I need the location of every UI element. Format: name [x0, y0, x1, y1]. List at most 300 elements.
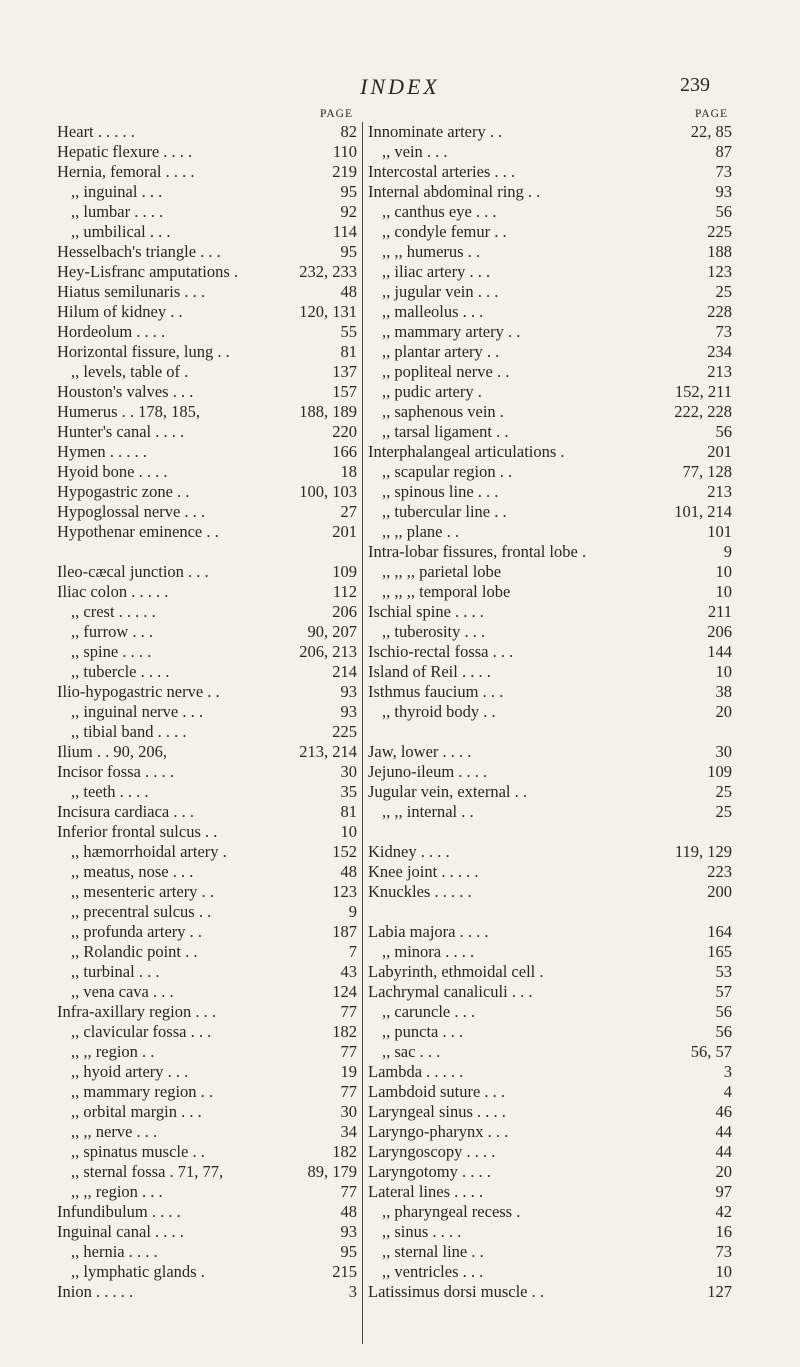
- index-entry-term: Knuckles . . . . .: [368, 882, 472, 901]
- index-entry-term: Laryngotomy . . . .: [368, 1162, 491, 1181]
- index-entry: [57, 142, 357, 162]
- index-entry: [368, 182, 732, 202]
- index-entry-term: Humerus . . 178, 185,: [57, 402, 200, 421]
- index-entry-page: 10: [715, 1262, 732, 1281]
- index-entry-term: Hymen . . . . .: [57, 442, 147, 461]
- index-entry: [57, 182, 357, 202]
- index-entry: [57, 702, 357, 722]
- index-entry-term: ,, profunda artery . .: [71, 922, 203, 941]
- index-entry-page: 90, 207: [307, 622, 357, 641]
- index-entry-page: 7: [348, 942, 357, 961]
- index-entry: [57, 1022, 357, 1042]
- index-entry-page: 4: [723, 1082, 732, 1101]
- index-entry-page: 157: [332, 382, 357, 401]
- index-entry-page: 87: [715, 142, 732, 161]
- index-entry-page: 73: [715, 162, 732, 181]
- index-entry-page: 166: [332, 442, 357, 461]
- index-entry-page: 101, 214: [674, 502, 732, 521]
- index-entry: [368, 1002, 732, 1022]
- index-entry-page: 55: [340, 322, 357, 341]
- index-entry-term: Inferior frontal sulcus . .: [57, 822, 218, 841]
- index-column-left: [57, 106, 357, 1302]
- index-entry: [57, 802, 357, 822]
- index-entry-term: ,, jugular vein . . .: [382, 282, 499, 301]
- index-entry-page: 25: [715, 802, 732, 821]
- index-entry-term: ,, orbital margin . . .: [71, 1102, 202, 1121]
- index-entry-page: 22, 85: [690, 122, 732, 141]
- index-entry: [368, 1282, 732, 1302]
- index-entry-page: 77: [340, 1082, 357, 1101]
- index-entry-term: Ilium . . 90, 206,: [57, 742, 167, 761]
- index-entry-term: ,, sternal line . .: [382, 1242, 484, 1261]
- index-entry-page: 101: [707, 522, 732, 541]
- index-entry-page: 213: [707, 362, 732, 381]
- index-entry-term: Knee joint . . . . .: [368, 862, 479, 881]
- index-entry: [57, 1062, 357, 1082]
- index-entry-page: 34: [340, 1122, 357, 1141]
- index-entry: [368, 422, 732, 442]
- index-entry: [57, 642, 357, 662]
- index-entry-page: 109: [707, 762, 732, 781]
- index-column-right: [368, 106, 732, 1302]
- index-entry-term: ,, ,, internal . .: [382, 802, 474, 821]
- column-divider: [362, 122, 363, 1344]
- index-entry: [57, 282, 357, 302]
- index-entry: [57, 662, 357, 682]
- index-entry: [368, 882, 732, 902]
- index-entry: [57, 562, 357, 582]
- index-entry-term: Jugular vein, external . .: [368, 782, 527, 801]
- index-entry: [57, 782, 357, 802]
- index-entry-term: ,, popliteal nerve . .: [382, 362, 510, 381]
- index-entry: [57, 582, 357, 602]
- index-entry-term: Ilio-hypogastric nerve . .: [57, 682, 220, 701]
- index-entry: [368, 282, 732, 302]
- index-entry-term: Ischio-rectal fossa . . .: [368, 642, 514, 661]
- index-entry-term: Ischial spine . . . .: [368, 602, 484, 621]
- index-entry-term: ,, iliac artery . . .: [382, 262, 491, 281]
- index-entry-term: Island of Reil . . . .: [368, 662, 491, 681]
- index-entry: [368, 222, 732, 242]
- index-entry: [368, 682, 732, 702]
- index-entry-term: Hyoid bone . . . .: [57, 462, 168, 481]
- index-entry-page: 30: [715, 742, 732, 761]
- index-entry-term: Interphalangeal articulations .: [368, 442, 565, 461]
- index-entry-page: 56: [715, 1002, 732, 1021]
- index-entry: [57, 622, 357, 642]
- index-entry: [368, 122, 732, 142]
- index-entry: [368, 1262, 732, 1282]
- index-entry: [368, 962, 732, 982]
- index-entry-page: 48: [340, 1202, 357, 1221]
- index-entry-term: ,, ventricles . . .: [382, 1262, 484, 1281]
- index-entry-page: 30: [340, 1102, 357, 1121]
- index-entry-page: 127: [707, 1282, 732, 1301]
- index-entry-page: 164: [707, 922, 732, 941]
- index-entry-term: ,, ,, ,, parietal lobe: [382, 562, 502, 581]
- index-entry: [57, 602, 357, 622]
- index-entry-term: ,, thyroid body . .: [382, 702, 496, 721]
- index-entry-term: ,, ,, nerve . . .: [71, 1122, 158, 1141]
- index-entry: [57, 762, 357, 782]
- index-entry: [57, 1242, 357, 1262]
- index-entry: [368, 202, 732, 222]
- index-entry-term: ,, hæmorrhoidal artery .: [71, 842, 227, 861]
- index-entry-term: Hypothenar eminence . .: [57, 522, 219, 541]
- index-entry-page: 144: [707, 642, 732, 661]
- index-entry-term: Incisura cardiaca . . .: [57, 802, 194, 821]
- index-entry-term: ,, tibial band . . . .: [71, 722, 187, 741]
- index-entry-term: Lambdoid suture . . .: [368, 1082, 506, 1101]
- index-entry: [368, 382, 732, 402]
- index-entry-term: ,, lumbar . . . .: [71, 202, 164, 221]
- index-entry-page: 120, 131: [299, 302, 357, 321]
- index-entry-term: Laryngeal sinus . . . .: [368, 1102, 506, 1121]
- index-entry-page: 225: [332, 722, 357, 741]
- index-entry-page: 214: [332, 662, 357, 681]
- index-entry-term: ,, pudic artery .: [382, 382, 482, 401]
- index-entry: [57, 122, 357, 142]
- index-entry-term: ,, mammary artery . .: [382, 322, 521, 341]
- index-entry-term: ,, Rolandic point . .: [71, 942, 198, 961]
- index-entry-page: 42: [715, 1202, 732, 1221]
- index-entry-page: 95: [340, 242, 357, 261]
- index-entry-term: Heart . . . . .: [57, 122, 135, 141]
- index-entry-page: 19: [340, 1062, 357, 1081]
- index-entry: [368, 542, 732, 562]
- index-entry-page: 109: [332, 562, 357, 581]
- index-entry: [368, 1162, 732, 1182]
- index-entry-page: 232, 233: [299, 262, 357, 281]
- index-entry-term: Hordeolum . . . .: [57, 322, 166, 341]
- index-entry-page: 213, 214: [299, 742, 357, 761]
- index-entry-term: ,, turbinal . . .: [71, 962, 160, 981]
- index-entry-term: ,, vena cava . . .: [71, 982, 174, 1001]
- index-entry: [57, 222, 357, 242]
- index-entry-page: 213: [707, 482, 732, 501]
- index-entry: [57, 162, 357, 182]
- index-entry-term: ,, ,, region . . .: [71, 1182, 163, 1201]
- index-entry: [368, 1042, 732, 1062]
- index-entry-page: 81: [340, 802, 357, 821]
- index-entry-page: 123: [707, 262, 732, 281]
- index-entry-page: 119, 129: [674, 842, 732, 861]
- index-entry: [368, 302, 732, 322]
- index-entry-page: 220: [332, 422, 357, 441]
- index-entry-term: Internal abdominal ring . .: [368, 182, 541, 201]
- index-entry-term: ,, tubercular line . .: [382, 502, 507, 521]
- index-entry-term: Inguinal canal . . . .: [57, 1222, 184, 1241]
- index-entry-term: ,, plantar artery . .: [382, 342, 500, 361]
- index-entry-page: 77: [340, 1182, 357, 1201]
- index-entry-term: Incisor fossa . . . .: [57, 762, 174, 781]
- index-entry-page: 27: [340, 502, 357, 521]
- index-entry-page: 20: [715, 1162, 732, 1181]
- index-entry: [368, 402, 732, 422]
- index-entry: [57, 262, 357, 282]
- index-entry-term: ,, inguinal . . .: [71, 182, 163, 201]
- index-entry-term: Labyrinth, ethmoidal cell .: [368, 962, 544, 981]
- index-entry: [368, 942, 732, 962]
- index-entry-term: Houston's valves . . .: [57, 382, 194, 401]
- index-entry-term: ,, tarsal ligament . .: [382, 422, 509, 441]
- index-entry-page: 114: [332, 222, 357, 241]
- index-entry-term: ,, minora . . . .: [382, 942, 475, 961]
- index-entry: [368, 462, 732, 482]
- index-entry-term: Innominate artery . .: [368, 122, 503, 141]
- index-entry-term: ,, pharyngeal recess .: [382, 1202, 521, 1221]
- index-entry-page: 182: [332, 1142, 357, 1161]
- index-entry-page: 56: [715, 1022, 732, 1041]
- index-entry-page: 222, 228: [674, 402, 732, 421]
- index-entry-page: 56, 57: [690, 1042, 732, 1061]
- index-entry: [368, 762, 732, 782]
- index-entry: [57, 1202, 357, 1222]
- index-entry: [57, 1142, 357, 1162]
- index-entry-term: ,, sinus . . . .: [382, 1222, 462, 1241]
- index-entry: [57, 942, 357, 962]
- index-entry-term: Intercostal arteries . . .: [368, 162, 516, 181]
- index-entry-term: ,, malleolus . . .: [382, 302, 484, 321]
- index-entry-page: 10: [715, 582, 732, 601]
- index-entry-page: 93: [340, 1222, 357, 1241]
- index-entry-page: 10: [715, 562, 732, 581]
- index-entry-page: 201: [707, 442, 732, 461]
- section-gap: [368, 722, 732, 742]
- index-entry-term: ,, tuberosity . . .: [382, 622, 486, 641]
- index-entry: [57, 842, 357, 862]
- index-entry-page: 152, 211: [674, 382, 732, 401]
- index-entry: [57, 502, 357, 522]
- index-entry-term: ,, condyle femur . .: [382, 222, 507, 241]
- index-entry-page: 48: [340, 282, 357, 301]
- page-column-label: PAGE: [695, 108, 728, 120]
- index-entry-page: 3: [723, 1062, 732, 1081]
- index-entry-term: ,, caruncle . . .: [382, 1002, 475, 1021]
- index-entry-page: 18: [340, 462, 357, 481]
- index-entry: [57, 422, 357, 442]
- index-entry-term: Hernia, femoral . . . .: [57, 162, 195, 181]
- index-entry: [57, 1122, 357, 1142]
- index-entry-term: Hypoglossal nerve . . .: [57, 502, 206, 521]
- index-entry-page: 123: [332, 882, 357, 901]
- index-entry: [57, 1222, 357, 1242]
- index-entry: [368, 622, 732, 642]
- index-entry-page: 92: [340, 202, 357, 221]
- index-entry-term: ,, spine . . . .: [71, 642, 152, 661]
- index-entry-page: 56: [715, 202, 732, 221]
- index-entry: [57, 382, 357, 402]
- index-entry: [368, 1222, 732, 1242]
- index-entry: [368, 342, 732, 362]
- index-entry-page: 219: [332, 162, 357, 181]
- index-entry: [57, 1282, 357, 1302]
- index-entry-list: [368, 122, 732, 1302]
- index-entry-term: ,, lymphatic glands .: [71, 1262, 205, 1281]
- index-entry-page: 81: [340, 342, 357, 361]
- index-entry: [368, 322, 732, 342]
- index-entry-term: ,, saphenous vein .: [382, 402, 504, 421]
- index-entry: [57, 482, 357, 502]
- index-entry-page: 73: [715, 1242, 732, 1261]
- index-entry: [368, 242, 732, 262]
- index-entry-page: 188: [707, 242, 732, 261]
- index-entry-page: 9: [348, 902, 357, 921]
- index-entry: [368, 782, 732, 802]
- index-entry-page: 46: [715, 1102, 732, 1121]
- index-entry-page: 137: [332, 362, 357, 381]
- index-entry-page: 152: [332, 842, 357, 861]
- index-entry-term: ,, mesenteric artery . .: [71, 882, 214, 901]
- index-entry-term: ,, precentral sulcus . .: [71, 902, 212, 921]
- index-entry-term: ,, ,, humerus . .: [382, 242, 481, 261]
- index-entry: [57, 202, 357, 222]
- index-entry: [368, 662, 732, 682]
- index-entry: [57, 722, 357, 742]
- index-entry-page: 43: [340, 962, 357, 981]
- index-entry: [368, 642, 732, 662]
- index-entry: [368, 442, 732, 462]
- index-entry: [368, 922, 732, 942]
- index-entry-page: 77, 128: [682, 462, 732, 481]
- index-entry-page: 95: [340, 1242, 357, 1261]
- index-entry: [57, 362, 357, 382]
- index-entry-term: Hepatic flexure . . . .: [57, 142, 193, 161]
- index-entry-term: Intra-lobar fissures, frontal lobe .: [368, 542, 587, 561]
- index-entry-term: ,, furrow . . .: [71, 622, 154, 641]
- index-entry: [57, 242, 357, 262]
- index-entry-term: ,, vein . . .: [382, 142, 448, 161]
- index-entry-term: Kidney . . . .: [368, 842, 450, 861]
- index-entry-term: Lachrymal canaliculi . . .: [368, 982, 533, 1001]
- index-entry-page: 93: [340, 702, 357, 721]
- index-entry: [57, 1102, 357, 1122]
- index-entry: [368, 1102, 732, 1122]
- index-entry-page: 93: [715, 182, 732, 201]
- index-entry-term: ,, teeth . . . .: [71, 782, 149, 801]
- index-entry-list: [57, 122, 357, 1302]
- index-entry-term: ,, sac . . .: [382, 1042, 441, 1061]
- index-entry: [368, 1122, 732, 1142]
- index-entry: [368, 142, 732, 162]
- index-entry-term: ,, spinatus muscle . .: [71, 1142, 205, 1161]
- index-entry: [368, 362, 732, 382]
- index-entry: [368, 522, 732, 542]
- index-entry-page: 16: [715, 1222, 732, 1241]
- index-entry: [368, 602, 732, 622]
- index-entry-page: 110: [332, 142, 357, 161]
- index-entry-term: ,, tubercle . . . .: [71, 662, 170, 681]
- index-entry-page: 206: [707, 622, 732, 641]
- index-entry-page: 95: [340, 182, 357, 201]
- index-entry-page: 48: [340, 862, 357, 881]
- index-entry-page: 200: [707, 882, 732, 901]
- index-entry-page: 25: [715, 782, 732, 801]
- index-entry-page: 234: [707, 342, 732, 361]
- index-entry-term: Jaw, lower . . . .: [368, 742, 472, 761]
- index-entry-page: 56: [715, 422, 732, 441]
- index-entry: [368, 162, 732, 182]
- index-entry: [57, 682, 357, 702]
- index-entry-page: 206, 213: [299, 642, 357, 661]
- index-entry-page: 165: [707, 942, 732, 961]
- index-entry: [368, 1022, 732, 1042]
- index-entry-term: ,, meatus, nose . . .: [71, 862, 194, 881]
- index-entry: [57, 862, 357, 882]
- index-entry-page: 215: [332, 1262, 357, 1281]
- index-entry-page: 82: [340, 122, 357, 141]
- index-entry: [368, 502, 732, 522]
- index-entry: [368, 562, 732, 582]
- index-entry-term: ,, ,, region . .: [71, 1042, 155, 1061]
- index-entry: [368, 982, 732, 1002]
- index-entry-page: 44: [715, 1122, 732, 1141]
- index-entry: [57, 922, 357, 942]
- index-entry-term: Hesselbach's triangle . . .: [57, 242, 221, 261]
- index-entry: [368, 702, 732, 722]
- index-entry-page: 187: [332, 922, 357, 941]
- index-entry-page: 3: [348, 1282, 357, 1301]
- index-entry: [368, 1062, 732, 1082]
- index-entry: [57, 522, 357, 542]
- index-entry: [57, 962, 357, 982]
- index-entry: [57, 342, 357, 362]
- index-entry-page: 10: [340, 822, 357, 841]
- index-entry-term: ,, levels, table of .: [71, 362, 189, 381]
- index-entry-page: 35: [340, 782, 357, 801]
- index-entry-term: ,, scapular region . .: [382, 462, 513, 481]
- index-entry-term: Lambda . . . . .: [368, 1062, 464, 1081]
- index-entry-page: 30: [340, 762, 357, 781]
- index-entry-term: ,, hyoid artery . . .: [71, 1062, 189, 1081]
- index-entry: [57, 402, 357, 422]
- index-entry-page: 38: [715, 682, 732, 701]
- index-entry-term: ,, sternal fossa . 71, 77,: [71, 1162, 224, 1181]
- section-gap: [57, 542, 357, 562]
- index-entry: [368, 1182, 732, 1202]
- index-entry-page: 73: [715, 322, 732, 341]
- index-entry-term: Infundibulum . . . .: [57, 1202, 181, 1221]
- index-entry-page: 20: [715, 702, 732, 721]
- index-entry-page: 112: [332, 582, 357, 601]
- index-entry: [368, 1082, 732, 1102]
- index-entry-term: ,, canthus eye . . .: [382, 202, 497, 221]
- index-entry: [368, 802, 732, 822]
- running-title: INDEX: [360, 74, 440, 99]
- index-entry: [57, 1182, 357, 1202]
- index-entry: [368, 742, 732, 762]
- index-entry-page: 57: [715, 982, 732, 1001]
- index-entry-page: 93: [340, 682, 357, 701]
- index-entry-term: Hilum of kidney . .: [57, 302, 183, 321]
- index-entry: [57, 302, 357, 322]
- index-entry: [368, 1142, 732, 1162]
- index-entry: [368, 482, 732, 502]
- index-entry-page: 211: [707, 602, 732, 621]
- index-entry-term: Laryngoscopy . . . .: [368, 1142, 496, 1161]
- index-entry-term: ,, inguinal nerve . . .: [71, 702, 203, 721]
- page-header: [0, 74, 800, 104]
- index-entry-term: Hypogastric zone . .: [57, 482, 190, 501]
- index-entry-term: Ileo-cæcal junction . . .: [57, 562, 209, 581]
- index-entry: [57, 322, 357, 342]
- index-entry-page: 77: [340, 1042, 357, 1061]
- index-entry-term: ,, crest . . . . .: [71, 602, 156, 621]
- index-entry-term: Lateral lines . . . .: [368, 1182, 484, 1201]
- index-entry-page: 206: [332, 602, 357, 621]
- index-entry: [368, 262, 732, 282]
- index-entry-page: 228: [707, 302, 732, 321]
